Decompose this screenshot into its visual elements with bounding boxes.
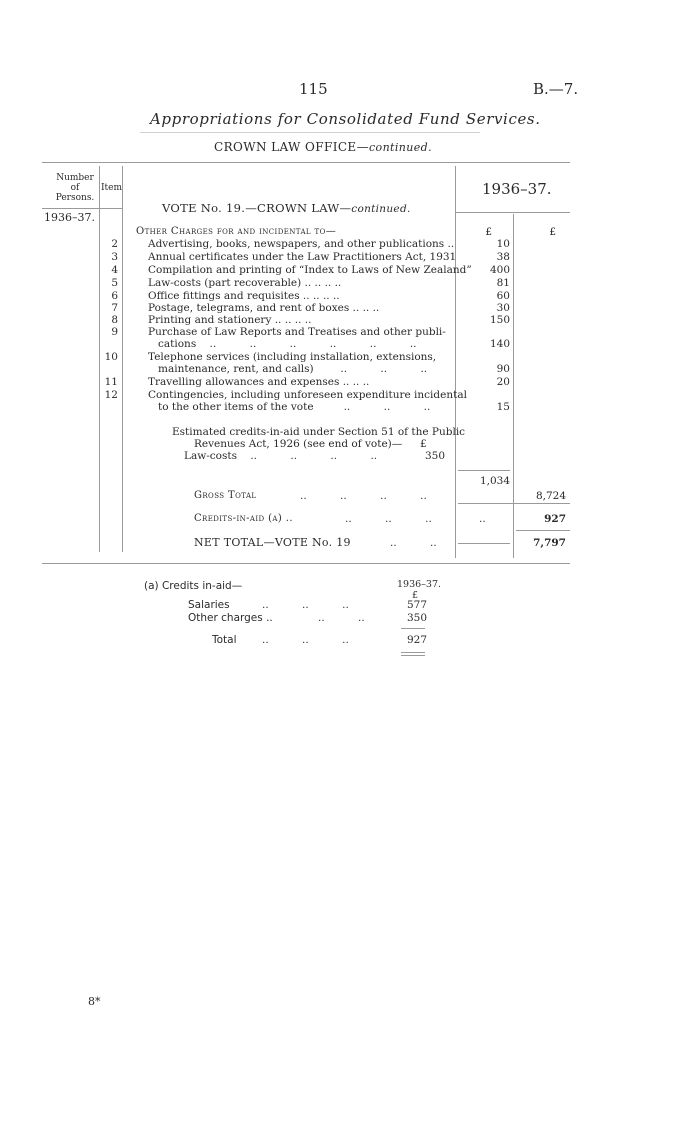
item-column-rule: [122, 166, 123, 552]
pound-sign: £: [485, 226, 492, 238]
persons-year: 1936–37.: [44, 211, 95, 224]
year-column-header: 1936–37.: [482, 180, 552, 198]
credits-note-line: Estimated credits-in-aid under Section 51 of the Public: [172, 426, 466, 438]
net-total-label: NET TOTAL—VOTE No. 19: [194, 536, 351, 549]
credits-in-aid-mid-dots: ..: [479, 513, 486, 525]
persons-column-header: [54, 173, 96, 203]
footnote-double-rule: [401, 652, 425, 653]
vote-label: VOTE No. 19.—CROWN LAW—: [162, 201, 352, 215]
net-rule-total: [516, 530, 570, 531]
signature-mark: 8*: [88, 995, 101, 1008]
department-name: CROWN LAW OFFICE—: [214, 140, 369, 154]
item-number: 12: [104, 389, 118, 401]
item-description-cont: cations .. .. .. .. .. ..: [148, 338, 417, 350]
item-number: 2: [111, 238, 118, 250]
total-column-rule: [513, 214, 514, 558]
subtotal-value: 1,034: [479, 475, 510, 487]
item-amount: 90: [496, 363, 510, 375]
page-title: Appropriations for Consolidated Fund Services.: [150, 110, 541, 128]
gross-total-label: Gross Total: [194, 490, 257, 501]
item-number: 5: [111, 277, 118, 289]
persons-header-line: Persons.: [55, 193, 95, 203]
footnote-pound: £: [412, 590, 419, 601]
footnote-double-rule: [401, 655, 425, 656]
persons-header-rule: [42, 208, 122, 209]
item-number: 10: [104, 351, 118, 363]
item-number: 9: [111, 326, 118, 338]
item-description: Annual certificates under the Law Practitioners Act, 1931: [148, 251, 457, 263]
item-description: Telephone services (including installation, extensions,: [148, 351, 437, 363]
law-costs-value: 350: [424, 450, 445, 462]
footnote-row-value: 350: [406, 612, 427, 624]
footnote-row-label: Other charges ..: [188, 612, 273, 624]
table-top-rule: [42, 162, 570, 163]
footnote-row-value: 577: [406, 599, 427, 611]
item-amount: 15: [496, 401, 510, 413]
item-description: Law-costs (part recoverable) .. .. .. ..: [148, 277, 342, 289]
item-description: Advertising, books, newspapers, and other publications ..: [148, 238, 455, 250]
item-description: Office fittings and requisites .. .. .. ..: [148, 290, 340, 302]
footnote-total-label: Total: [212, 634, 237, 646]
item-description: Printing and stationery .. .. .. ..: [148, 314, 312, 326]
gross-total-dots: .. .. .. ..: [300, 490, 427, 502]
amount-column-rule: [455, 166, 456, 558]
item-description: Contingencies, including unforeseen expenditure incidental: [148, 389, 467, 401]
item-amount: 38: [496, 251, 510, 263]
net-total-dots: .. ..: [390, 537, 437, 549]
item-amount: 140: [489, 338, 510, 350]
footnote-heading: (a) Credits in-aid—: [144, 580, 243, 592]
department-continued: continued.: [368, 141, 433, 154]
title-rule: [140, 132, 480, 133]
net-rule-amount: [458, 543, 510, 544]
item-amount: 60: [496, 290, 510, 302]
year-header-rule: [455, 212, 570, 213]
item-amount: 150: [489, 314, 510, 326]
footnote-total-value: 927: [406, 634, 427, 646]
subtotal-rule: [458, 470, 510, 471]
item-number: 6: [111, 290, 118, 302]
item-amount: 400: [489, 264, 510, 276]
item-description: Purchase of Law Reports and Treatises and other publi-: [148, 326, 446, 338]
section-heading: Other Charges for and incidental to—: [136, 226, 337, 237]
credits-note-pound: £: [420, 438, 427, 450]
item-number: 7: [111, 302, 118, 314]
footnote-row-label: Salaries: [188, 599, 230, 611]
gross-divider-rule: [458, 503, 570, 504]
persons-header-line: Number: [56, 173, 94, 183]
gross-total-value: 8,724: [535, 490, 566, 502]
page-number: 115: [299, 80, 328, 98]
item-description-cont: maintenance, rent, and calls) .. .. ..: [148, 363, 428, 375]
item-description: Compilation and printing of “Index to Laws of New Zealand”: [148, 264, 472, 276]
credits-in-aid-dots: .. .. ..: [345, 513, 432, 525]
footnote-total-dots: .. .. ..: [262, 634, 349, 646]
vote-heading: [162, 201, 411, 215]
credits-note-line: Revenues Act, 1926 (see end of vote)—: [194, 438, 403, 450]
pound-sign: £: [549, 226, 556, 238]
item-number: 3: [111, 251, 118, 263]
item-number: 11: [104, 376, 118, 388]
vote-continued: continued.: [351, 203, 411, 215]
item-description: Travelling allowances and expenses .. .. ..: [148, 376, 370, 388]
item-amount: 81: [496, 277, 510, 289]
item-number: 8: [111, 314, 118, 326]
footnote-row-dots: .. ..: [318, 612, 365, 624]
item-column-header: Item: [101, 183, 123, 193]
document-reference: B.—7.: [533, 80, 579, 98]
law-costs-label: Law-costs .. .. .. ..: [184, 450, 378, 462]
footnote-year: 1936–37.: [397, 579, 442, 590]
table-bottom-rule: [42, 563, 570, 564]
footnote-total-rule: [401, 628, 425, 629]
footnote-row-dots: .. .. ..: [262, 599, 349, 611]
item-description: Postage, telegrams, and rent of boxes .. .. ..: [148, 302, 380, 314]
department-heading: [214, 140, 432, 154]
credits-in-aid-label: Credits-in-aid (a) ..: [194, 513, 293, 524]
item-amount: 20: [496, 376, 510, 388]
persons-header-line: of: [70, 183, 80, 193]
item-amount: 30: [496, 302, 510, 314]
item-description-cont: to the other items of the vote .. .. ..: [148, 401, 431, 413]
net-total-value: 7,797: [533, 537, 566, 549]
credits-in-aid-value: 927: [544, 513, 566, 525]
item-amount: 10: [496, 238, 510, 250]
item-number: 4: [111, 264, 118, 276]
